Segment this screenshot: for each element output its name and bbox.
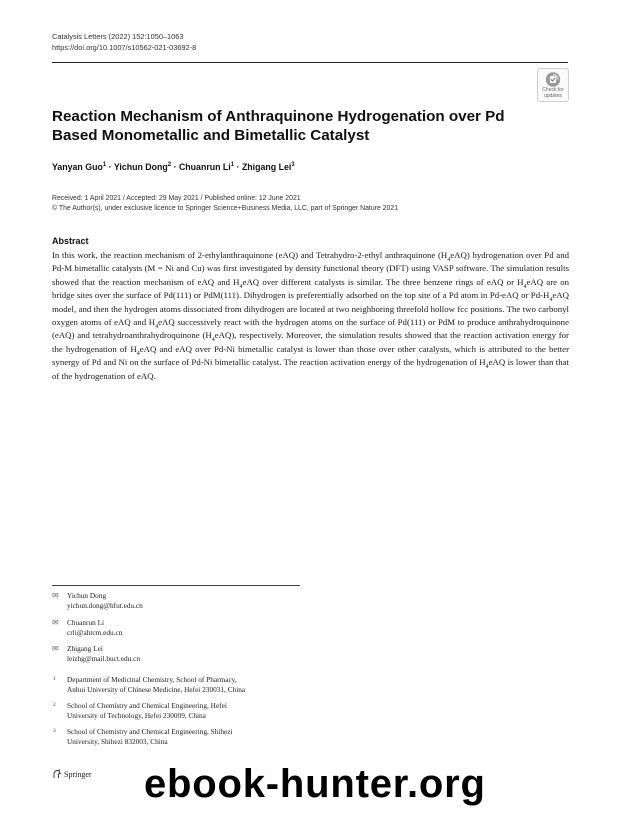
correspondence-2 (52, 618, 312, 638)
correspondence-email[interactable]: crli@ahtcm.edu.cn (67, 628, 123, 637)
abstract-subscript: 4 (211, 337, 215, 344)
abstract-text: In this work, the reaction mechanism of 2-ethylanthraquinone (eAQ) and Tetrahydro-2-ethyl anthraquinone (H (52, 250, 448, 260)
author-separator: · (234, 162, 242, 172)
crossmark-icon (545, 71, 561, 88)
article-title: Reaction Mechanism of Anthraquinone Hydrogenation over Pd Based Monometallic and Bimetallic Catalyst (52, 108, 505, 144)
affiliation-number: 2 (53, 702, 56, 708)
author-separator: · (106, 162, 114, 172)
affiliation-number: 1 (53, 676, 56, 682)
publication-dates (52, 194, 398, 214)
check-for-updates-badge[interactable] (537, 68, 569, 102)
abstract-text: eAQ is lower than that of the hydrogenation of eAQ. (52, 357, 569, 381)
abstract-subscript: 4 (523, 283, 527, 290)
affiliation-line: Anhui University of Chinese Medicine, Hefei 230031, China (67, 685, 246, 694)
affiliation-line: University of Technology, Hefei 230009, China (67, 711, 206, 720)
author-affiliation-ref: 2 (167, 162, 172, 169)
abstract-subscript: 4 (239, 283, 243, 290)
abstract-subscript: 4 (549, 296, 553, 303)
affiliation-line: School of Chemistry and Chemical Engineering, Hefei (67, 701, 227, 710)
abstract-text: eAQ) hydrogenation over Pd and Pd-M bimetallic catalysts (M = Ni and Cu) was first investigated by density functional theory (DFT) using VASP software. The simulation results showed that the reaction mechanism of eAQ and H (52, 250, 569, 287)
abstract-body (52, 249, 569, 383)
envelope-icon: ✉ (52, 644, 59, 653)
author-name: Zhigang Lei (241, 162, 292, 172)
correspondence-email[interactable]: leizhg@mail.buct.edu.cn (67, 654, 140, 663)
publisher-name: Springer (64, 770, 92, 779)
abstract-text: eAQ), respectively. Moreover, the simulation results showed that the reaction activation energy for the hydrogenation of H (52, 330, 569, 354)
journal-citation (52, 32, 196, 53)
author-name: Yanyan Guo (52, 162, 103, 172)
correspondence-name: Yichun Dong (67, 591, 107, 600)
affiliation-line: University, Shihezi 832003, China (67, 737, 168, 746)
affiliation-2 (52, 701, 312, 721)
affiliation-line: Department of Medicinal Chemistry, School of Pharmacy, (67, 675, 237, 684)
author-separator: · (171, 162, 179, 172)
abstract-subscript: 4 (485, 364, 489, 370)
springer-horse-icon (52, 769, 62, 779)
author-affiliation-ref: 1 (102, 162, 107, 169)
envelope-icon: ✉ (52, 591, 59, 600)
abstract-text: eAQ model, and then the hydrogen atoms dissociated from dihydrogen are located at two neighboring threefold hollow fcc positions. The two carbonyl oxygen atoms of eAQ and H (52, 290, 569, 328)
correspondence-3 (52, 644, 312, 664)
copyright-line: © The Author(s), under exclusive licence to Springer Science+Business Media, LLC, part of Springer Nature 2021 (52, 205, 399, 212)
author-name: Yichun Dong (113, 162, 168, 172)
affiliation-3 (52, 727, 312, 747)
envelope-icon: ✉ (52, 618, 59, 627)
correspondence-name: Chuanrun Li (67, 618, 105, 627)
watermark: ebook-hunter.org (144, 762, 486, 806)
affiliation-number: 3 (53, 728, 56, 734)
publisher-mark (52, 769, 92, 779)
affiliation-line: School of Chemistry and Chemical Engineering, Shihezi (67, 727, 233, 736)
abstract-heading: Abstract (52, 236, 89, 246)
doi-link[interactable]: https://doi.org/10.1007/s10562-021-03692-8 (52, 42, 197, 52)
author-affiliation-ref: 3 (291, 162, 295, 169)
correspondence-name: Zhigang Lei (67, 644, 103, 653)
correspondence-1 (52, 591, 312, 611)
author-name: Chuanrun Li (178, 162, 231, 172)
header-rule (52, 62, 568, 63)
badge-line-2: updates (544, 92, 562, 99)
author-list (52, 162, 295, 172)
badge-line-1: Check for (542, 87, 564, 93)
author-affiliation-ref: 1 (230, 162, 235, 169)
abstract-subscript: 4 (136, 350, 140, 357)
abstract-subscript: 4 (447, 256, 451, 263)
correspondence-email[interactable]: yichun.dong@hfut.edu.cn (67, 601, 143, 610)
abstract-text: eAQ successively react with the hydrogen atoms on the surface of Pd(111) or PdM to produce anthrahydroquinone (eAQ) and tetrahydroanthrahydroquinone (H (52, 317, 569, 341)
affiliation-1 (52, 675, 312, 695)
footnote-rule (52, 585, 300, 586)
dates-line: Received: 1 April 2021 / Accepted: 29 May 2021 / Published online: 12 June 2021 (52, 195, 301, 202)
abstract-text: eAQ over different catalysts is similar. The three benzene rings of eAQ or H (242, 276, 524, 287)
journal-volume-line: Catalysis Letters (2022) 152:1050–1063 (52, 32, 184, 41)
abstract-subscript: 4 (155, 323, 159, 330)
abstract-text: eAQ and eAQ over Pd-Ni bimetallic catalyst is lower than those over other catalysts, which is attributed to the better synergy of Pd and Ni on the surface of Pd-Ni bimetallic catalyst. The reaction activation energy of the hydrogenation of H (52, 343, 569, 368)
abstract-text: eAQ are on bridge sites over the surface of Pd(111) or PdM(111). Dihydrogen is preferentially adsorbed on the top site of a Pd atom in Pd-eAQ or Pd-H (52, 276, 569, 301)
